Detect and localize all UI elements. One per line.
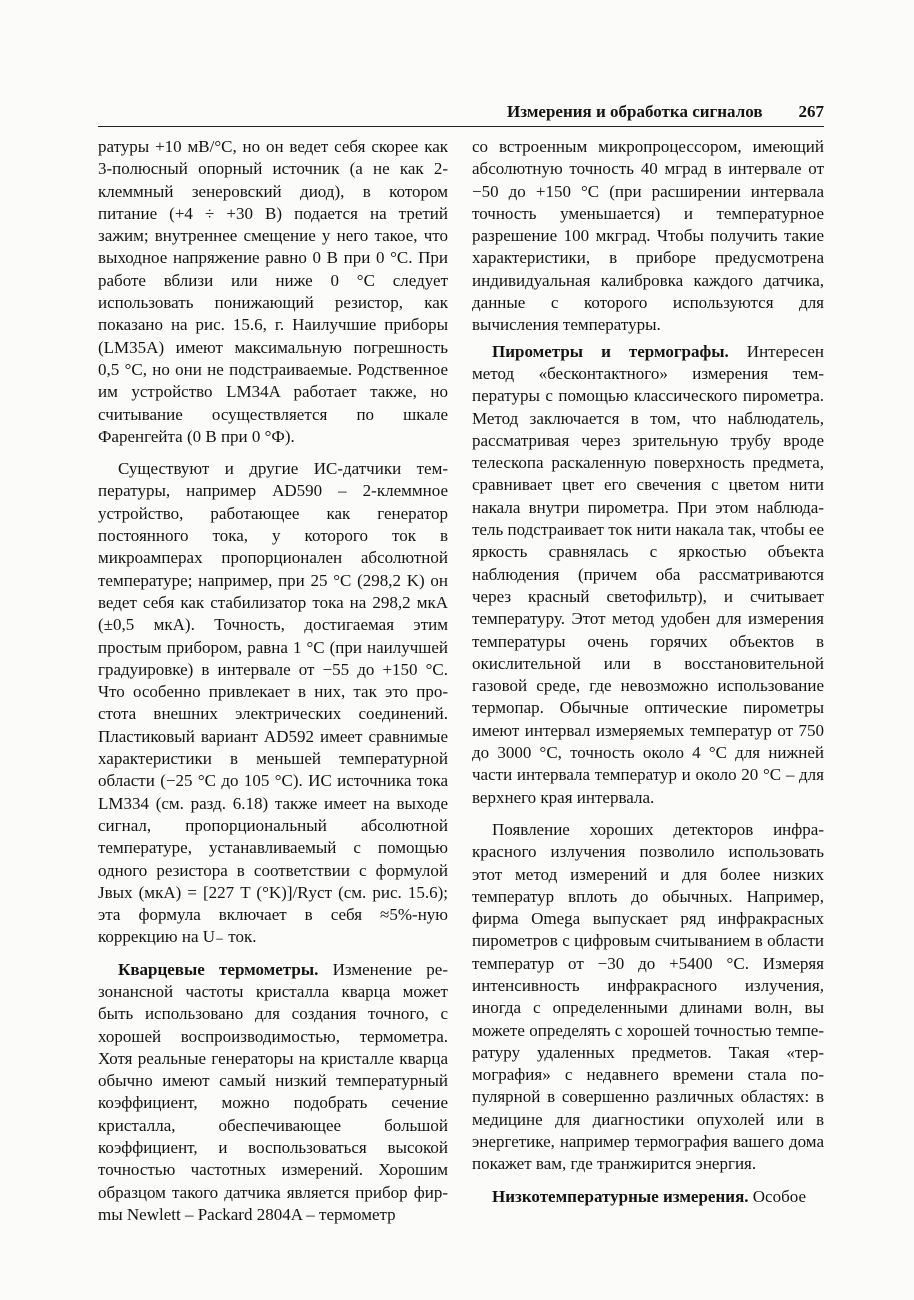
paragraph: Существуют и другие ИС-датчики температуры, например AD590 – 2-клеммное устройство, работающее как генератор постоянного тока, у которого ток в микроамперах пропорционален абсолютной температуре; например, при 25 °C (298,2 K) он ведет себя как стабилизатор тока на 298,2 мкА (±0,5 мкА). Точность, достигаемая этим простым прибором, равна 1 °C (при наилучшей градуировке) в интервале от −55 до +150 °C. Что особенно привлекает в них, так это простота внешних электрических соединений. Пластиковый вариант AD592 имеет сравнимые характеристики в меньшей температурной области (−25 °C до 105 °C). ИС источника тока LM334 (см. разд. 6.18) также имеет на выходе сигнал, пропорциональный абсолютной температуре, устанавливаемый с помощью одного резистора в соответствии с формулой Jвых (мкА) = [227 T (°K)]/Rуст (см. рис. 15.6); эта формула включает в себя ≈5%-ную коррекцию на U₋ ток.: [98, 459, 448, 947]
paragraph-text: Особое: [748, 1186, 807, 1206]
paragraph-low-temperature: [472, 1186, 824, 1208]
paragraph-text: Изменение резонансной частоты кристалла кварца может быть использовано для создания точного, с хорошей воспроизводимостью, термометра. Хотя реальные генераторы на кристалле кварца обычно имеют самый низкий температурный коэффициент, можно подобрать сечение кристалла, обеспечивающее большой коэффициент, и воспользоваться высокой точностью частотных измерений. Хорошим образцом такого датчика является прибор фирmы Newlett – Packard 2804A – термометр: [98, 959, 448, 1224]
paragraph: Появление хороших детекторов инфракрасного излучения позволило использовать этот метод измерений и для более низких температур вплоть до обычных. Например, фирма Omega выпускает ряд инфракрасных пирометров с цифровым считыванием в области температур от −30 до +5400 °C. Измеряя интенсивность инфракрасного излучения, иногда с определенными длинами волн, вы можете определять с хорошей точностью температуру удаленных предметов. Такая «термография» с недавнего времени стала популярной в совершенно различных областях: в медицине для диагностики опухолей или в энергетике, например термография вашего дома покажет вам, где транжирится энергия.: [472, 819, 824, 1174]
left-column: [98, 136, 448, 1226]
paragraph: со встроенным микропроцессором, имеющий абсолютную точность 40 мград в интервале от −50 до +150 °C (при расширении интервала точность уменьшается) и температурное разрешение 100 мкград. Чтобы получить такие характеристики, в приборе предусмотрена индивидуальная калибровка каждого датчика, данные с которого используются для вычисления температуры.: [472, 137, 824, 335]
section-heading-quartz: Кварцевые термометры.: [118, 959, 319, 979]
paragraph-text: Интересен метод «бесконтактного» измерения температуры с помощью классического пирометра. Метод заключается в том, что наблюдатель, рассматривая через зрительную трубу вроде телескопа раскаленную поверхность предмета, сравнивает цвет его свечения с цветом нити накала внутри пирометра. При этом наблюдатель подстраивает ток нити накала так, чтобы ее яркость сравнялась с яркостью объекта наблюдения (причем оба рассматриваются через красный светофильтр), и считывает температуру. Этот метод удобен для измерения температуры очень горячих объектов в окислительной или в восстановительной газовой среде, где невозможно использование термопар. Обычные оптические пирометры имеют интервал измеряемых температур от 750 до 3000 °C, точность около 4 °C для нижней части интервала температур и около 20 °C – для верхнего края интервала.: [472, 341, 825, 807]
paragraph: ратуры +10 мВ/°C, но он ведет себя скорее как 3-полюсный опорный источник (а не как 2-клеммный зенеровский диод), в котором питание (+4 ÷ +30 В) подается на третий зажим; внутреннее смещение у него такое, что выходное напряжение равно 0 В при 0 °C. При работе вблизи или ниже 0 °C следует использовать понижающий резистор, как показано на рис. 15.6, г. Наилучшие приборы (LM35A) имеют максимальную погрешность 0,5 °C, но они не подстраиваемые. Родственное им устройство LM34A работает также, но считывание осуществляется по шкале Фаренгейта (0 В при 0 °Ф).: [98, 137, 448, 446]
paragraph-pyrometers: [472, 341, 824, 809]
paragraph-quartz-thermometers: [98, 959, 448, 1227]
right-column: [472, 136, 824, 1208]
section-heading-low-temperature: Низкотемпературные измерения.: [492, 1186, 749, 1206]
header-rule: [98, 126, 824, 127]
page-number: 267: [798, 102, 824, 121]
running-header: [98, 102, 824, 124]
running-title: Измерения и обработка сигналов: [507, 102, 763, 121]
section-heading-pyrometers: Пирометры и термографы.: [492, 341, 729, 361]
